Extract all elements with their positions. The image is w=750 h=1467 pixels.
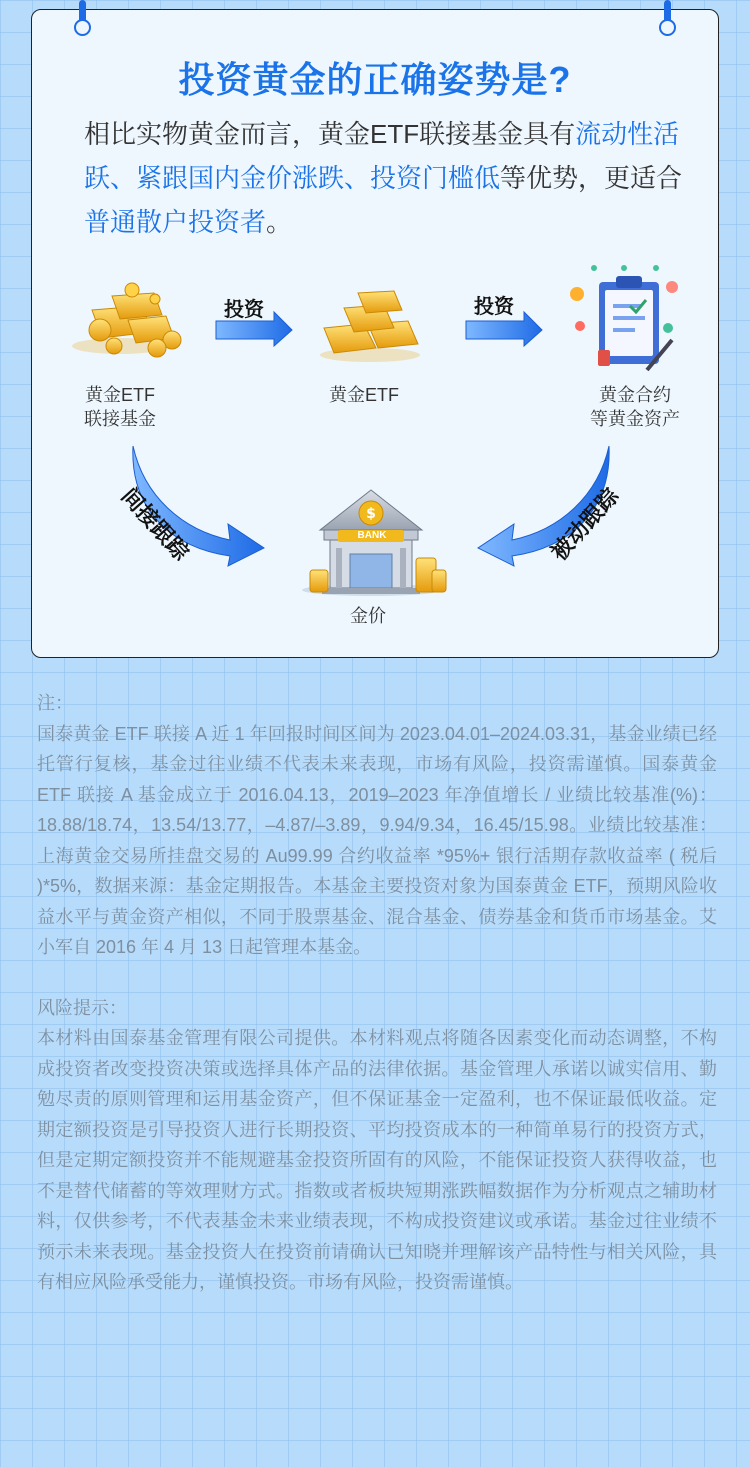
intro-highlight-2: 普通散户投资者 — [84, 207, 267, 237]
node-label-line: 黄金合约 — [599, 385, 671, 405]
node-label-gold-price: 金价 — [350, 606, 386, 626]
intro-part-3: 。 — [266, 207, 293, 237]
gold-bars-icon — [320, 291, 420, 362]
curve-label-indirect: 间接跟踪 — [116, 483, 195, 566]
intro-part-1: 相比实物黄金而言，黄金ETF联接基金具有 — [84, 119, 576, 149]
node-label-gold-etf: 黄金ETF — [329, 385, 399, 405]
disclaimer-section — [37, 688, 717, 1298]
node-label-line: 联接基金 — [84, 409, 156, 429]
node-label-gold-contract — [580, 383, 690, 431]
intro-highlight-1: 流动性活跃、紧跟国内金价涨跌、投资门槛低 — [84, 119, 680, 193]
arrow-label-2: 投资 — [474, 296, 514, 318]
risk-heading: 风险提示： — [37, 997, 127, 1018]
node-label-feeder-fund — [70, 383, 170, 431]
notes-body: 国泰黄金 ETF 联接 A 近 1 年回报时间区间为 2023.04.01–2024.03.31，基金业绩已经托管行复核，基金过往业绩不代表未来表现，市场有风险，投资需谨慎。国泰黄金 ETF 联接 A 基金成立于 2016.04.13，2019–2023 年净值增长 / 业绩比较基准(%)：18.88/18.74，13.54/13.77，–4.87/–3.89，9.94/9.34，16.45/15.98。业绩比较基准：上海黄金交易所挂盘交易的 Au99.99 合约收益率 *95%+ 银行活期存款收益率 ( 税后 )*5%，数据来源：基金定期报告。本基金主要投资对象为国泰黄金 ETF，预期风险收益水平与黄金资产相似，不同于股票基金、混合基金、债券基金和货币市场基金。艾小军自 2016 年 4 月 13 日起管理本基金。 — [37, 723, 717, 957]
flow-diagram — [32, 10, 720, 659]
curve-label-passive: 被动跟踪 — [546, 483, 624, 566]
info-card — [31, 9, 719, 658]
bank-building-icon — [302, 490, 446, 596]
intro-part-2: 等优势，更适合 — [500, 163, 683, 193]
risk-body: 本材料由国泰基金管理有限公司提供。本材料观点将随各因素变化而动态调整，不构成投资者改变投资决策或选择具体产品的法律依据。基金管理人承诺以诚实信用、勤勉尽责的原则管理和运用基金资产，但不保证基金一定盈利，也不保证最低收益。定期定额投资是引导投资人进行长期投资、平均投资成本的一种简单易行的投资方式，但是定期定额投资并不能规避基金投资所固有的风险，不能保证投资人获得收益，也不是替代储蓄的等效理财方式。指数或者板块短期涨跌幅数据作为分析观点之辅助材料，仅供参考，不代表基金未来业绩表现，不构成投资建议或承诺。基金过往业绩不预示未来表现。基金投资人在投资前请确认已知晓并理解该产品特性与相关风险，具有相应风险承受能力，谨慎投资。市场有风险，投资需谨慎。 — [37, 1028, 717, 1292]
card-title: 投资黄金的正确姿势是? — [178, 59, 572, 100]
arrow-label-1: 投资 — [224, 299, 264, 321]
bank-sign: BANK — [357, 530, 387, 541]
svg-text:$: $ — [366, 506, 376, 522]
notes-heading: 注： — [37, 693, 73, 713]
node-label-line: 等黄金资产 — [590, 409, 680, 429]
contract-document-icon — [570, 265, 678, 370]
gold-coins-icon — [72, 283, 181, 357]
node-label-line: 黄金ETF — [85, 385, 155, 405]
